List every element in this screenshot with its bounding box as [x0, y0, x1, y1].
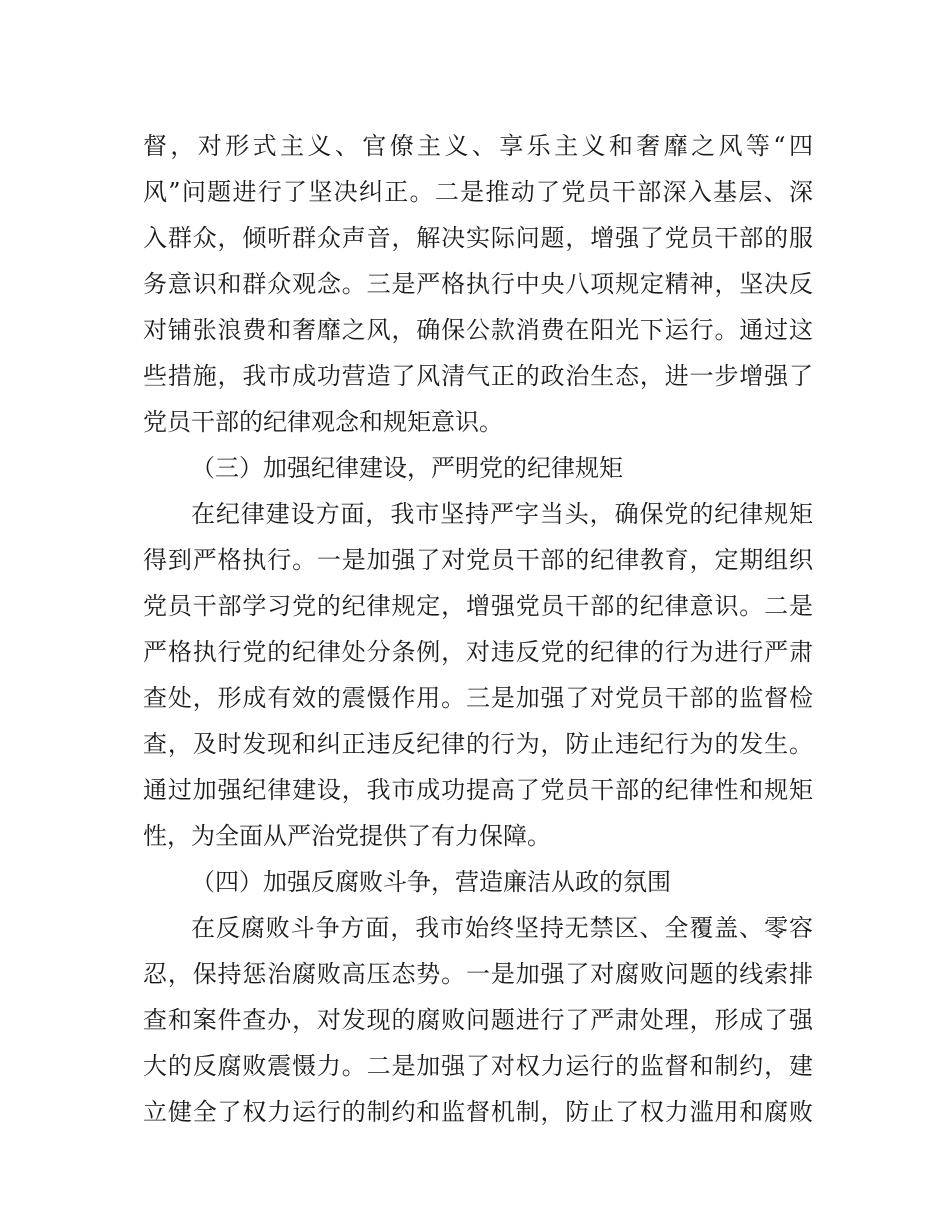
paragraph-1-line: 些措施，我市成功营造了风清气正的政治生态，进一步增强了 [143, 362, 813, 390]
paragraph-1-line: 风”问题进行了坚决纠正。二是推动了党员干部深入基层、深 [143, 178, 813, 206]
paragraph-3-line: 立健全了权力运行的制约和监督机制，防止了权力滥用和腐败 [143, 1098, 813, 1126]
paragraph-2-line: 在纪律建设方面，我市坚持严字当头，确保党的纪律规矩 [191, 500, 813, 528]
paragraph-2-line: 通过加强纪律建设，我市成功提高了党员干部的纪律性和规矩 [143, 776, 813, 804]
paragraph-3-line: 大的反腐败震慑力。二是加强了对权力运行的监督和制约，建 [143, 1052, 813, 1080]
paragraph-2-line: 严格执行党的纪律处分条例，对违反党的纪律的行为进行严肃 [143, 638, 813, 666]
paragraph-2-line: 得到严格执行。一是加强了对党员干部的纪律教育，定期组织 [143, 546, 813, 574]
section-heading: （四）加强反腐败斗争，营造廉洁从政的氛围 [191, 868, 671, 896]
paragraph-3-line: 忍，保持惩治腐败高压态势。一是加强了对腐败问题的线索排 [143, 960, 813, 988]
paragraph-1-line: 督，对形式主义、官僚主义、享乐主义和奢靡之风等“四 [143, 132, 813, 160]
paragraph-3-line: 在反腐败斗争方面，我市始终坚持无禁区、全覆盖、零容 [191, 914, 813, 942]
paragraph-1-line: 党员干部的纪律观念和规矩意识。 [143, 408, 503, 436]
paragraph-2-line: 查，及时发现和纠正违反纪律的行为，防止违纪行为的发生。 [143, 730, 813, 758]
paragraph-2-line: 性，为全面从严治党提供了有力保障。 [143, 822, 551, 850]
section-heading: （三）加强纪律建设，严明党的纪律规矩 [191, 454, 623, 482]
paragraph-1-line: 对铺张浪费和奢靡之风，确保公款消费在阳光下运行。通过这 [143, 316, 813, 344]
paragraph-3-line: 查和案件查办，对发现的腐败问题进行了严肃处理，形成了强 [143, 1006, 813, 1034]
paragraph-1-line: 入群众，倾听群众声音，解决实际问题，增强了党员干部的服 [143, 224, 813, 252]
paragraph-2-line: 党员干部学习党的纪律规定，增强党员干部的纪律意识。二是 [143, 592, 813, 620]
paragraph-2-line: 查处，形成有效的震慑作用。三是加强了对党员干部的监督检 [143, 684, 813, 712]
paragraph-1-line: 务意识和群众观念。三是严格执行中央八项规定精神，坚决反 [143, 270, 813, 298]
